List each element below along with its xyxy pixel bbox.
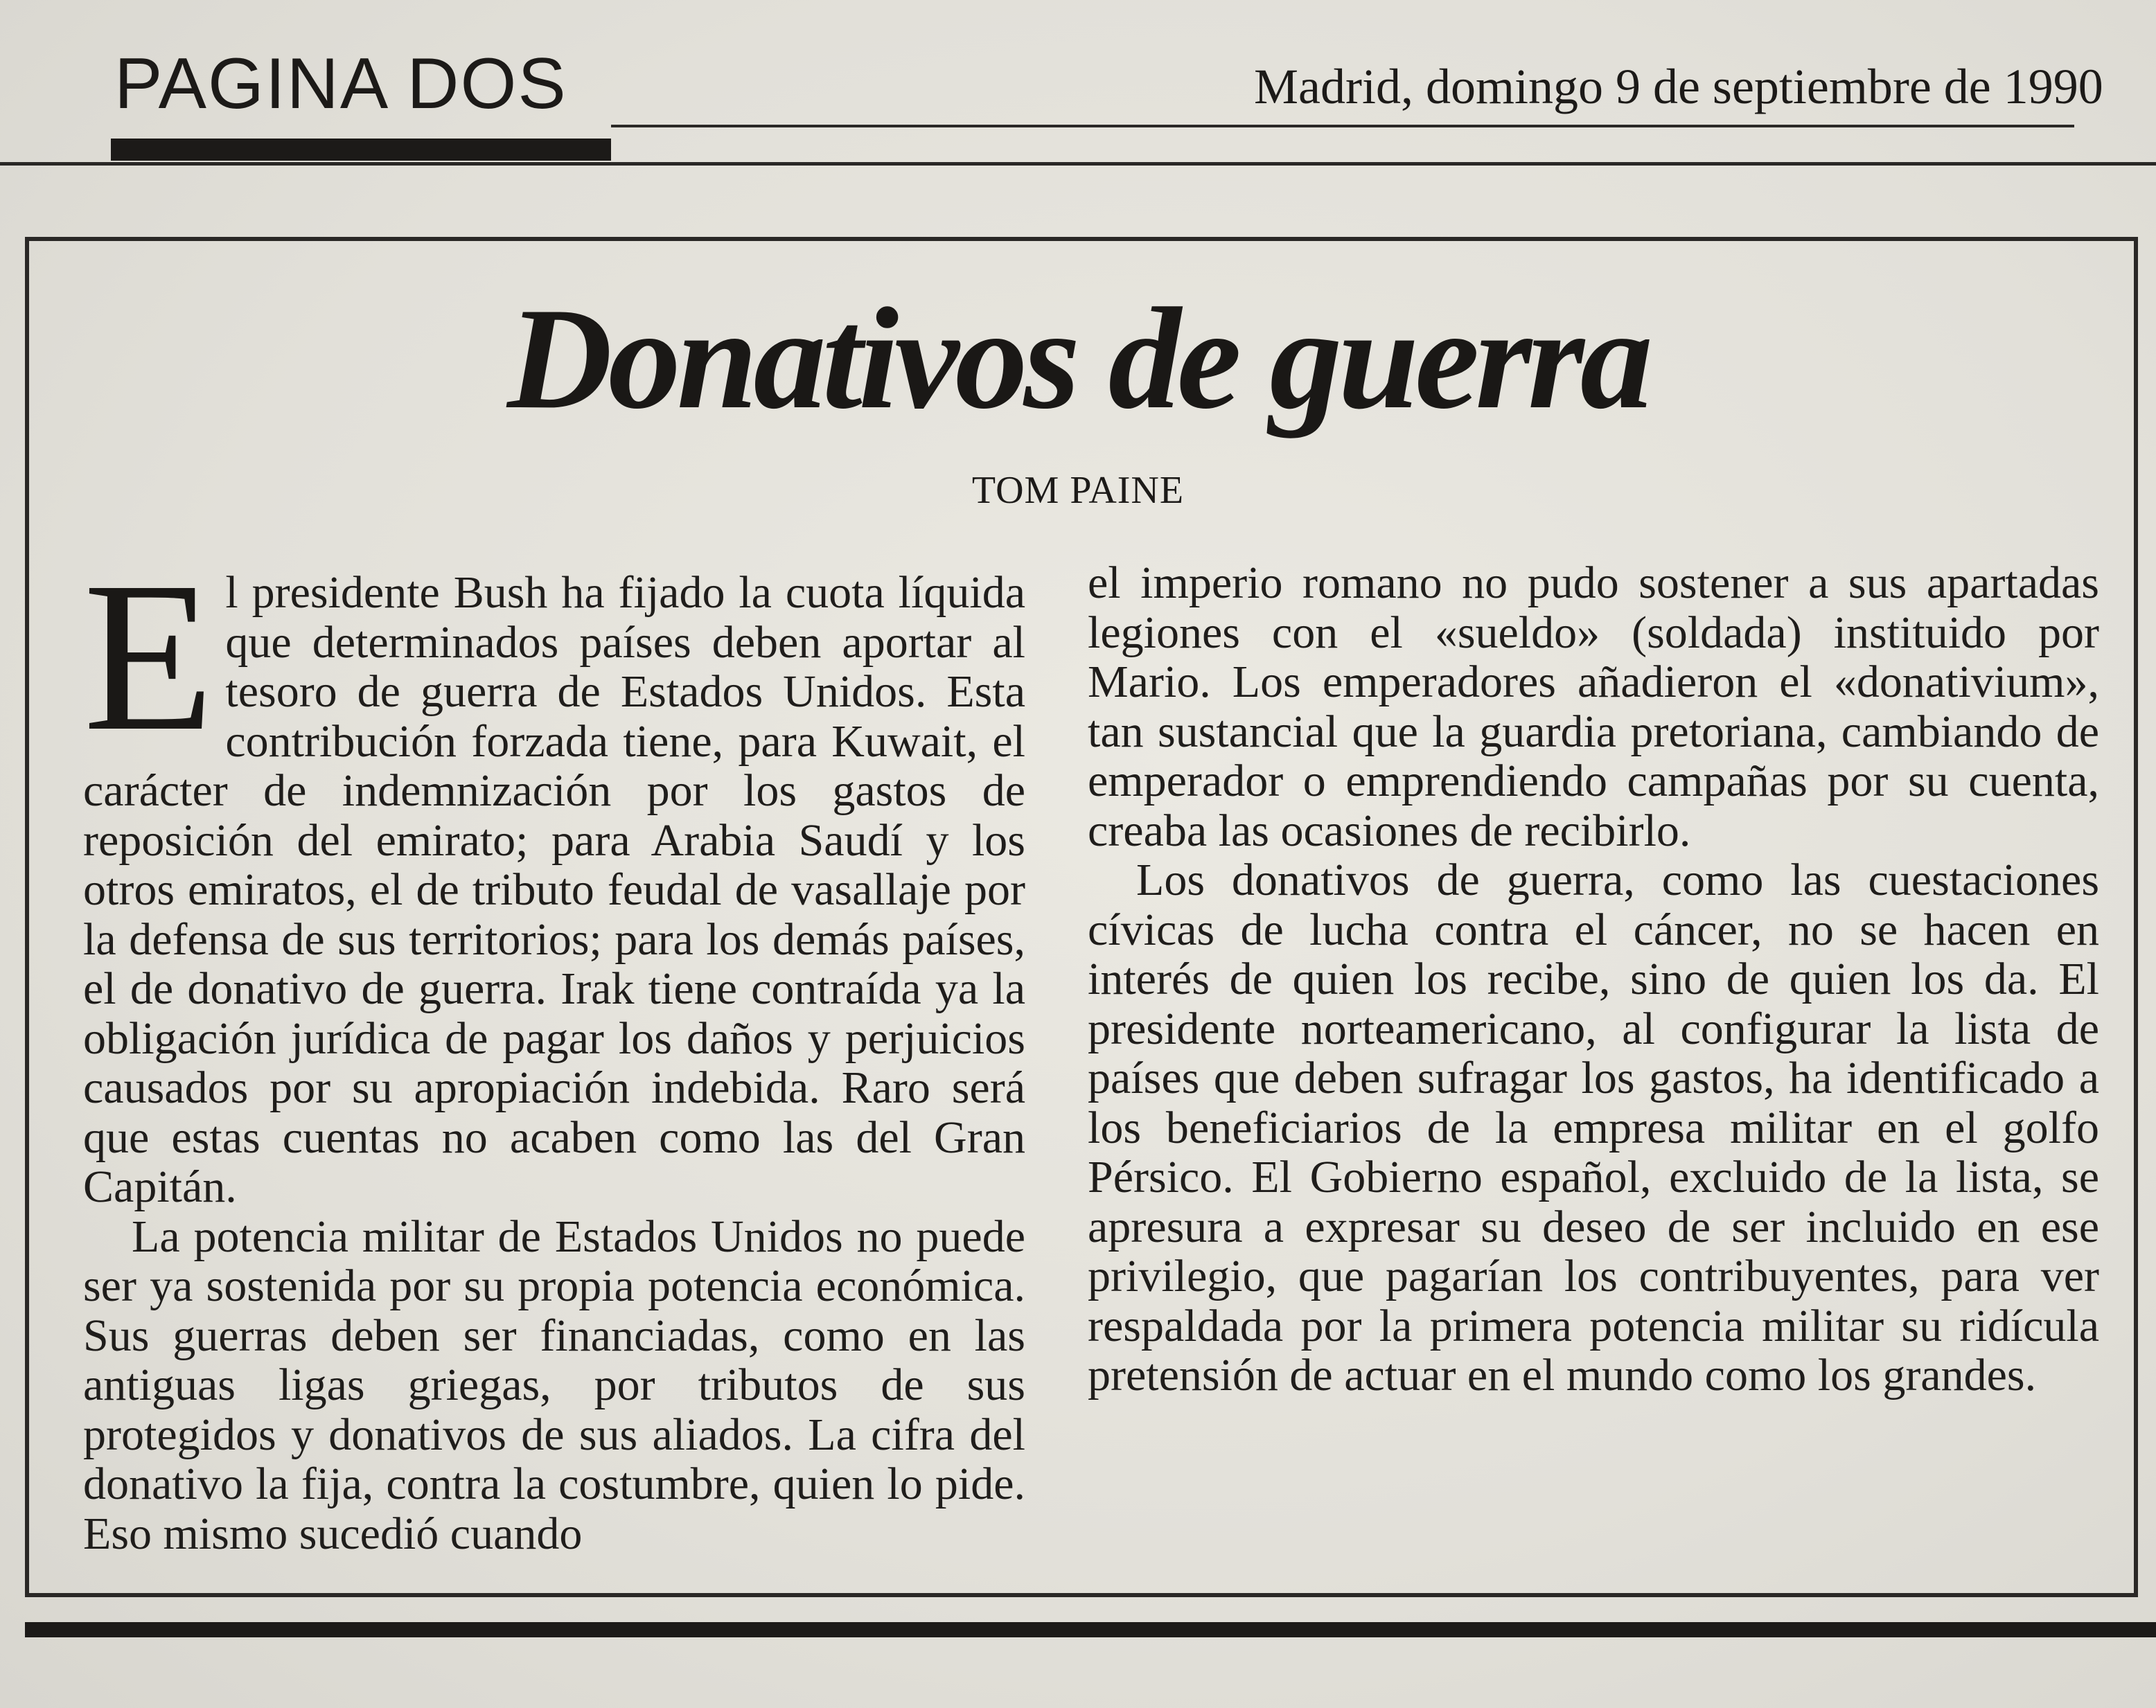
article-paragraph: el imperio romano no pudo sostener a sus apartadas legiones con el «sueldo» (soldada) instituido por Mario. Los emperadores añadieron el «donativium», tan sustancial que la guardia pretoriana, cambiando de emperador o emprendiendo campañas por su cuenta, creaba las ocasiones de recibirlo. [1088, 558, 2099, 856]
section-title-underline [111, 139, 611, 161]
dateline: Madrid, domingo 9 de septiembre de 1990 [1254, 59, 2103, 114]
article-paragraph: La potencia militar de Estados Unidos no puede ser ya sostenida por su propia potencia económica. Sus guerras deben ser financiadas, como en las antiguas ligas griegas, por tributos de sus protegidos y donativos de sus aliados. La cifra del donativo la fija, contra la costumbre, quien lo pide. Eso mismo sucedió cuando [83, 1211, 1025, 1559]
footer-rule [25, 1622, 2156, 1637]
article-column-left [83, 538, 1025, 1559]
article-paragraph [83, 538, 1025, 1212]
paragraph-text: l presidente Bush ha fijado la cuota líquida que determinados países deben aportar al tesoro de guerra de Estados Unidos. Esta contribución forzada tiene, para Kuwait, el carácter de indemnización por los gastos de reposición del emirato; para Arabia Saudí y los otros emiratos, el de tributo feudal de vasallaje por la defensa de sus territorios; para los demás países, el de donativo de guerra. Irak tiene contraída ya la obligación jurídica de pagar los daños y perjuicios causados por su apropiación indebida. Raro será que estas cuentas no acaben como las del Gran Capitán. [83, 567, 1025, 1212]
header-rule [0, 162, 2156, 166]
article-headline: Donativos de guerra [507, 278, 1649, 439]
article-paragraph: Los donativos de guerra, como las cuestaciones cívicas de lucha contra el cáncer, no se hacen en interés de quien los recibe, sino de quien los da. El presidente norteamericano, al configurar la lista de países que deben sufragar los gastos, ha identificado a los beneficiarios de la empresa militar en el golfo Pérsico. El Gobierno español, excluido de la lista, se apresura a expresar su deseo de ser incluido en ese privilegio, que pagarían los contribuyentes, para ver respaldada por la primera potencia militar su ridícula pretensión de actuar en el mundo como los grandes. [1088, 855, 2099, 1400]
drop-cap: E [83, 538, 215, 776]
section-title: PAGINA DOS [114, 44, 567, 124]
article-column-right [1088, 558, 2099, 1400]
dateline-rule [611, 125, 2074, 127]
article-byline: TOM PAINE [971, 469, 1185, 512]
